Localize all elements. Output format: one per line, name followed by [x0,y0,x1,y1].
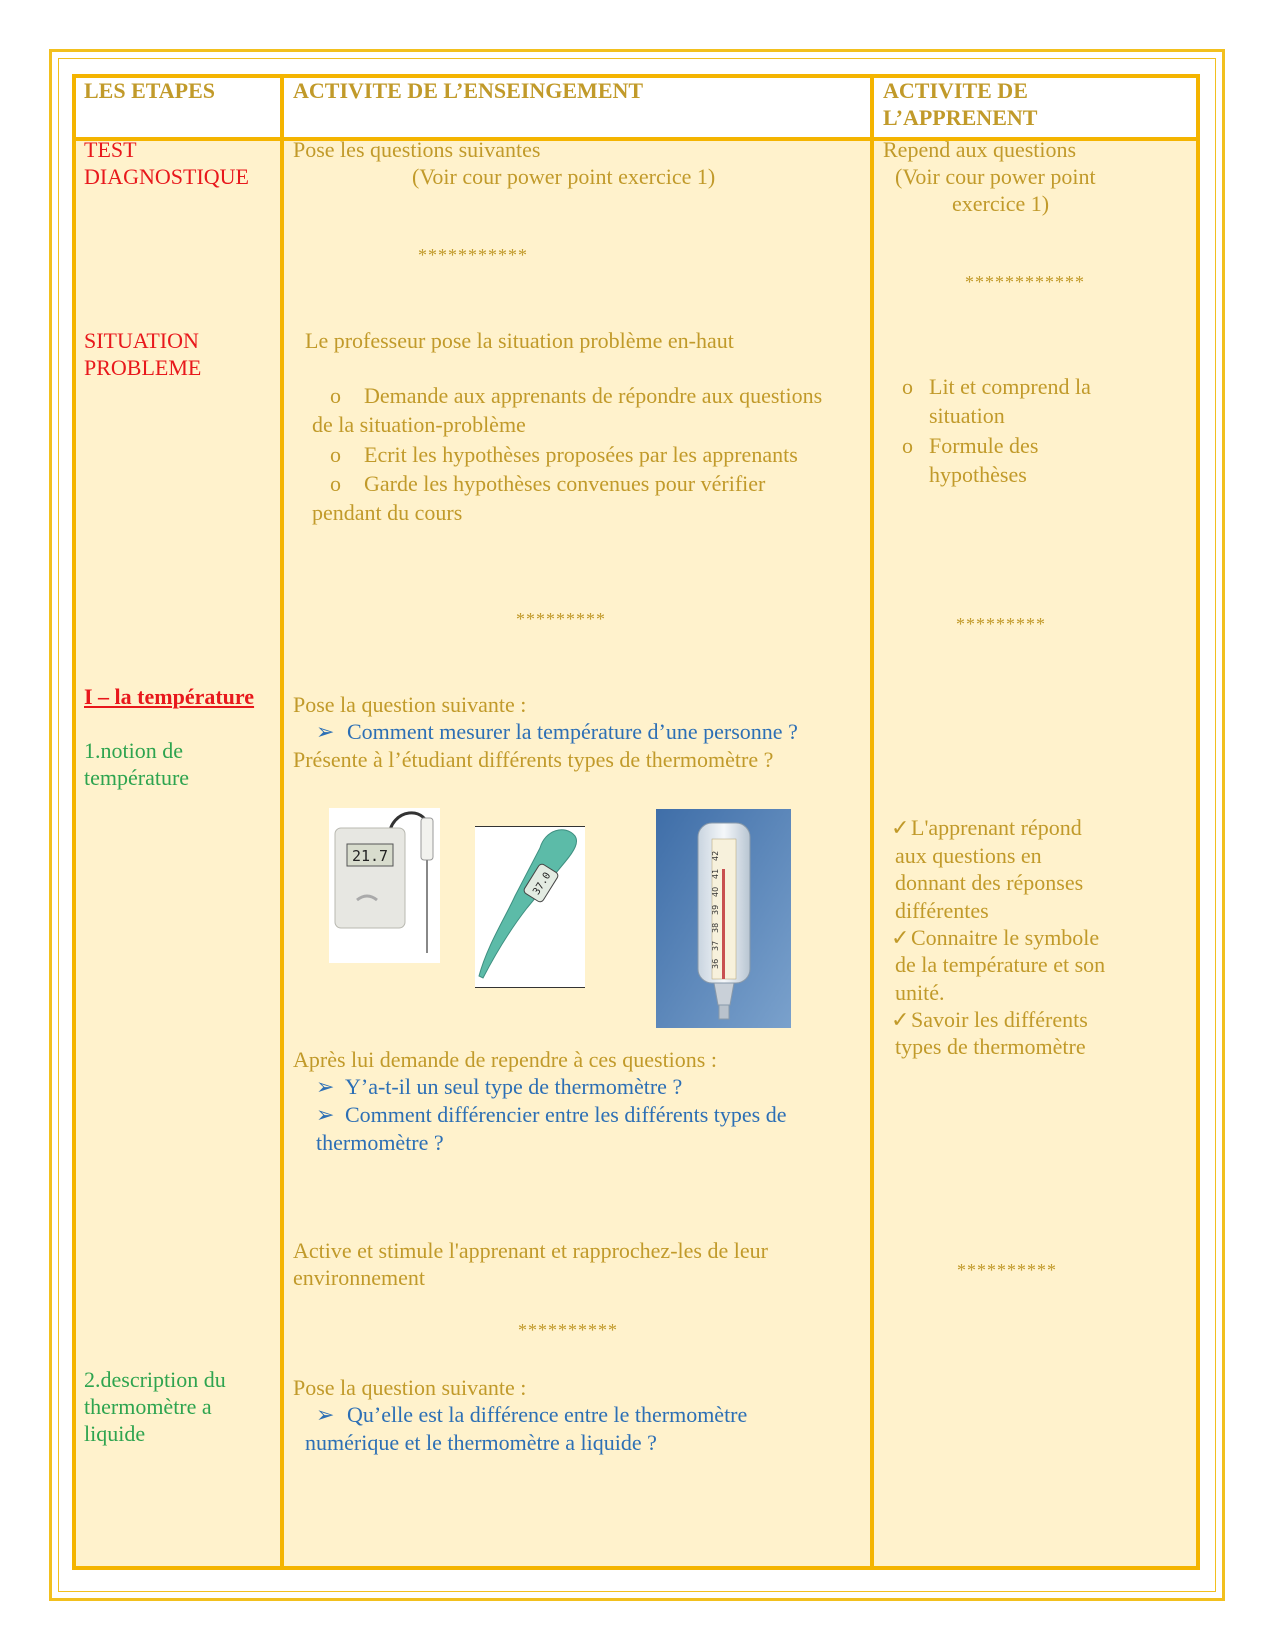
ens-quelle-line1: Qu’elle est la différence entre le thermomètre [347,1402,748,1427]
etape-temperature-title: I – la température [84,684,255,709]
etape-description-line2: thermomètre a [84,1394,212,1419]
app-savoir-line1: Savoir les différents [911,1007,1088,1032]
ens-garde-line2: pendant du cours [312,500,463,525]
ens-arrow-2: ➢ [316,1074,335,1099]
app-stars-1: ************ [965,272,1085,292]
thermo3-scale-label: 36 [711,958,720,969]
ens-ecrit: Ecrit les hypothèses proposées par les apprenants [364,442,798,467]
ens-comment-diff-line2: thermomètre ? [316,1130,444,1155]
etape-description-line3: liquide [84,1421,146,1446]
ens-stars-1: *********** [418,245,528,265]
column-separator-1 [280,74,284,1570]
ens-pose-question: Pose la question suivante : [293,692,527,717]
app-formule-line2: hypothèses [929,462,1027,487]
ens-presente: Présente à l’étudiant différents types de thermomètre ? [293,747,774,772]
liquid-glass-thermometer-image [656,809,791,1028]
thermo3-scale-label: 41 [711,868,720,879]
ens-prof-pose: Le professeur pose la situation problème en-haut [305,328,734,353]
ens-bullet-2: o [330,442,341,467]
thermo3-scale-label: 42 [711,850,720,861]
column-separator-2 [870,74,874,1570]
ens-pose-question-2: Pose la question suivante : [293,1375,527,1400]
ens-stars-3: ********** [518,1320,618,1340]
app-bullet-2: o [902,433,913,458]
etape-notion-line2: température [84,765,190,790]
etape-notion-line1: 1.notion de [84,738,183,763]
app-lit-line2: situation [929,403,1005,428]
app-repond-line2: aux questions en [895,843,1042,868]
ens-demande-line2: de la situation-problème [312,412,526,437]
app-lit-line1: Lit et comprend la [929,374,1091,399]
ens-pose-questions: Pose les questions suivantes [293,137,541,162]
ens-demande-line1: Demande aux apprenants de répondre aux questions [364,383,823,408]
thermo3-scale-label: 37 [711,940,720,951]
app-repond-line1: L'apprenant répond [911,815,1082,840]
app-repond-line4: différentes [895,898,989,923]
app-connaitre-line1: Connaitre le symbole [911,925,1100,950]
thermo3-scale-label: 38 [711,922,720,933]
app-repond-line3: donnant des réponses [895,870,1084,895]
header-activite-apprenant-line1: ACTIVITE DE [883,78,1028,103]
app-check-3: ✓ [891,1007,910,1032]
app-voir-line1: (Voir cour power point [895,164,1096,189]
app-check-2: ✓ [891,925,910,950]
ens-arrow-1: ➢ [316,719,335,744]
ens-voir-cour: (Voir cour power point exercice 1) [412,164,716,189]
ens-arrow-3: ➢ [316,1102,335,1127]
etape-situation-line1: SITUATION [84,328,199,353]
ens-bullet-1: o [330,383,341,408]
thermo3-scale-label: 39 [711,904,720,915]
app-voir-line2: exercice 1) [952,191,1050,216]
ens-apres: Après lui demande de rependre à ces questions : [293,1047,717,1072]
ens-active-line2: environnement [293,1265,425,1290]
header-les-etapes: LES ETAPES [84,78,216,103]
app-connaitre-line3: unité. [895,980,945,1005]
etape-test-line1: TEST [84,137,137,162]
app-formule-line1: Formule des [929,433,1039,458]
app-stars-2: ********* [956,614,1046,634]
ens-garde-line1: Garde les hypothèses convenues pour vérifier [364,471,766,496]
ens-comment-mesurer: Comment mesurer la température d’une personne ? [347,719,798,744]
etape-description-line1: 2.description du [84,1367,226,1392]
ens-seul-type: Y’a-t-il un seul type de thermomètre ? [345,1074,683,1099]
ens-comment-diff-line1: Comment différencier entre les différents types de [345,1102,787,1127]
flexible-digital-thermometer-image [475,826,585,988]
header-activite-enseignement: ACTIVITE DE L’ENSEINGEMENT [293,78,644,103]
ens-quelle-line2: numérique et le thermomètre a liquide ? [305,1430,657,1455]
app-connaitre-line2: de la température et son [895,952,1106,977]
thermo3-scale-label: 40 [711,886,720,897]
app-savoir-line2: types de thermomètre [895,1034,1086,1059]
etape-test-line2: DIAGNOSTIQUE [84,164,249,189]
thermo1-display-text: 21.7 [351,847,389,865]
ens-stars-2: ********* [516,609,606,629]
ens-active-line1: Active et stimule l'apprenant et rapprochez-les de leur [293,1238,768,1263]
header-activite-apprenant-line2: L’APPRENENT [883,105,1038,130]
app-stars-3: ********** [957,1260,1057,1280]
app-bullet-1: o [902,374,913,399]
app-check-1: ✓ [891,815,910,840]
ens-bullet-3: o [330,471,341,496]
app-repend: Repend aux questions [883,137,1077,162]
thermo2-display-text: 37.0 [531,870,554,897]
etape-situation-line2: PROBLEME [84,355,202,380]
digital-probe-thermometer-image [329,808,440,963]
ens-arrow-4: ➢ [316,1402,335,1427]
